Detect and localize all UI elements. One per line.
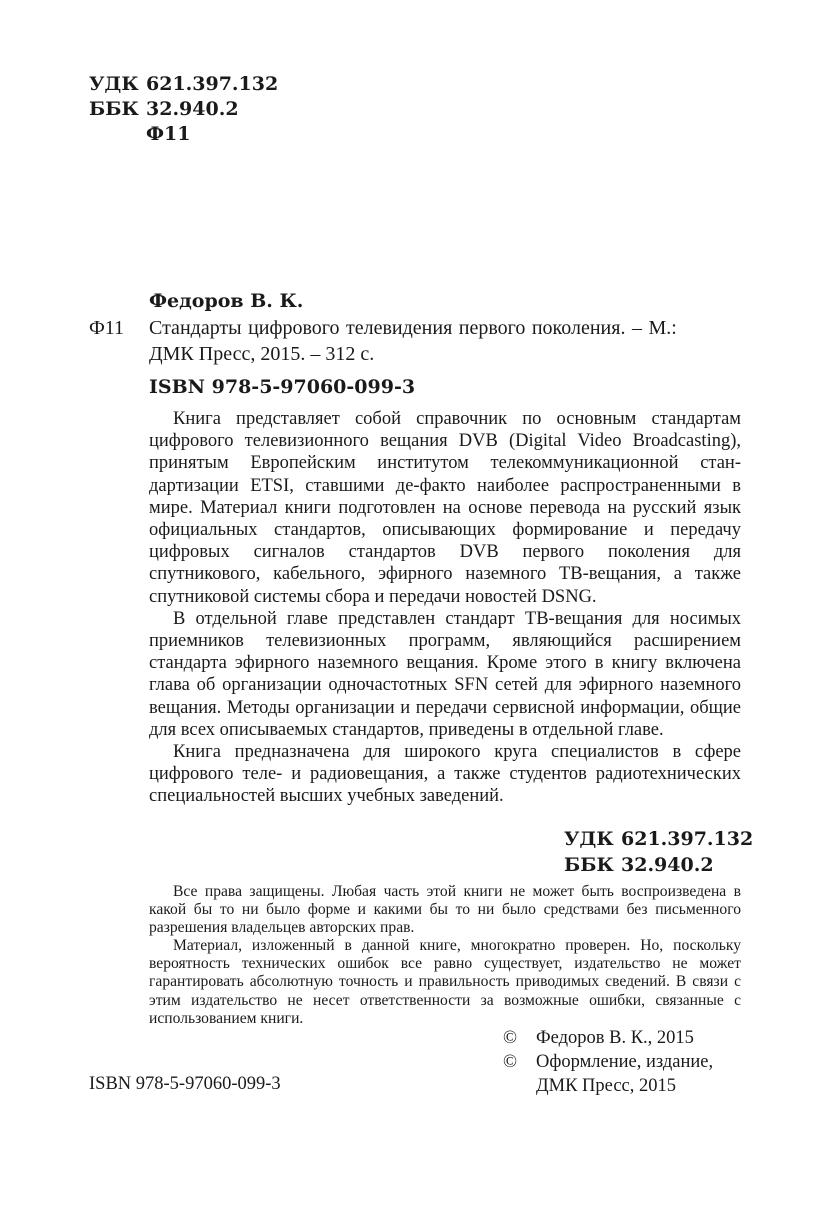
classification-block-top [89,72,278,147]
copyright-author [503,1026,713,1050]
copyright-publisher-continued [503,1074,713,1098]
book-title-line-2: ДМК Пресс, 2015. – 312 с. [149,343,375,365]
author-name: Федоров В. К. [149,290,304,312]
udk-label: УДК [89,73,139,95]
annotation-paragraph: Книга предназначена для широкого круга специалистов в сфере цифрового теле- и радиовещания, а также студентов радиотехнических специальностей высших учебных заведений. [149,742,741,807]
book-title-line-1: Стандарты цифрового телевидения первого поколения. – М.: [149,317,677,339]
bbk-value: 32.940.2 [621,854,714,876]
udk-value: 621.397.132 [621,828,754,850]
bbk-label: ББК [564,854,614,876]
udk-row [89,72,278,97]
copyright-author-text: Федоров В. К., 2015 [536,1028,694,1048]
bbk-label: ББК [89,98,139,120]
isbn-footer: ISBN 978-5-97060-099-3 [89,1074,281,1094]
udk-value: 621.397.132 [146,73,279,95]
rights-notice [149,883,741,1028]
author-mark-code: Ф11 [89,317,125,339]
udk-row [564,826,753,852]
bbk-row [564,852,753,878]
udk-label: УДК [564,828,614,850]
annotation [149,408,741,808]
author-mark-row [89,122,278,147]
author-mark: Ф11 [146,123,191,145]
bbk-value: 32.940.2 [146,98,239,120]
rights-paragraph: Все права защищены. Любая часть этой книги не может быть воспроизведена в какой бы то ни было форме и какими бы то ни было средствами без письменного разрешения владельцев авторских прав. [149,883,741,937]
annotation-paragraph: Книга представляет собой справочник по основным стандартам цифрового телевизионного вещания DVB (Digital Video Broadcasting), принятым Европейским институтом телекоммуникационной стандартизации ETSI, ставшими де-факто наиболее распространенными в мире. Материал книги подготовлен на основе перевода на русский язык официальных стандартов, описывающих формирование и передачу цифровых сигналов стандартов DVB первого поколения для спутникового, кабельного, эфирного наземного ТВ-вещания, а также спутниковой системы сбора и передачи новостей DSNG. [149,409,741,607]
copyright-icon: © [503,1052,518,1072]
isbn-record: ISBN 978-5-97060-099-3 [149,376,416,398]
copyright-publisher-text-2: ДМК Пресс, 2015 [536,1076,676,1096]
annotation-paragraph: В отдельной главе представлен стандарт ТВ-вещания для носимых приемников телевизионных программ, являющийся расширением стандарта эфирного наземного вещания. Кроме этого в книгу включена глава об организации одночастотных SFN сетей для эфирного наземного вещания. Методы организации и передачи сервисной информации, общие для всех описываемых стандартов, приведены в отдельной главе. [149,608,741,740]
bbk-row [89,97,278,122]
classification-block-bottom [564,826,753,878]
rights-paragraph: Материал, изложенный в данной книге, многократно проверен. Но, поскольку вероятность технических ошибок все равно существует, издательство не может гарантировать абсолютную точность и правильность приводимых сведений. В связи с этим издательство не несет ответственности за возможные ошибки, связанные с использованием книги. [149,937,741,1027]
copyright-block [503,1026,713,1098]
copyright-publisher-text: Оформление, издание, [536,1052,714,1072]
copyright-icon: © [503,1028,518,1048]
copyright-publisher [503,1050,713,1074]
